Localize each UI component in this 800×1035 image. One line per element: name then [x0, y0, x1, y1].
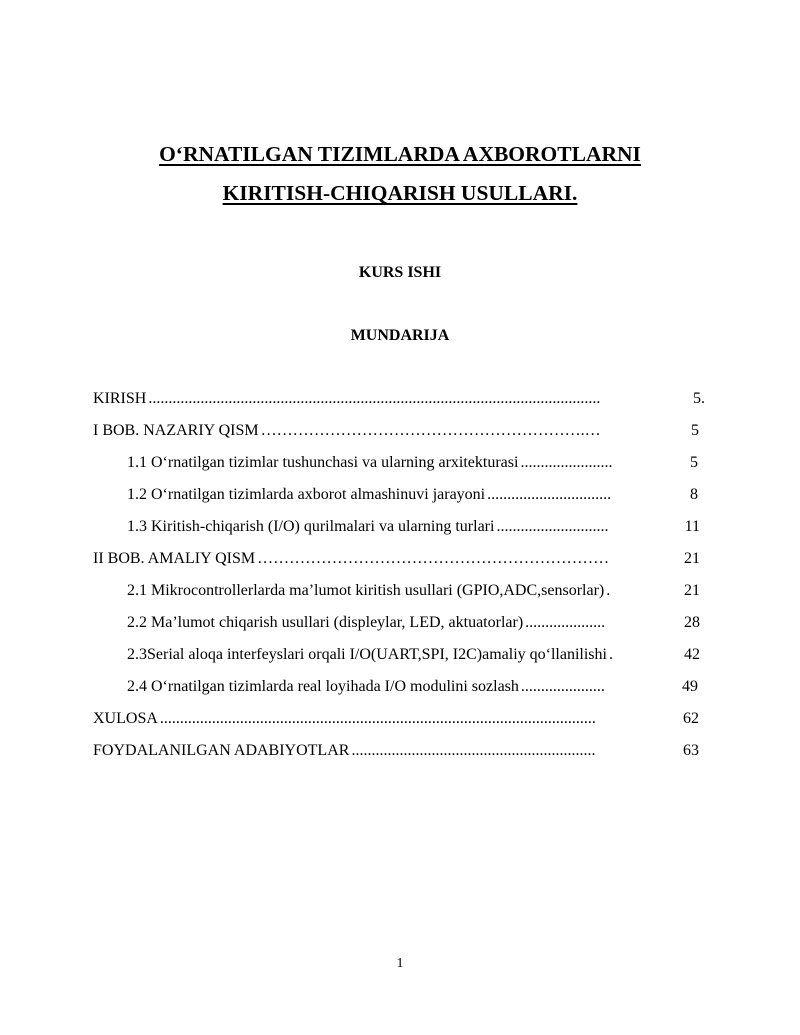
- toc-page-number: 21: [684, 550, 700, 567]
- toc-entry-section-1-1: [127, 452, 698, 474]
- toc-entry-label: II BOB. AMALIY QISM: [93, 550, 256, 567]
- toc-entry-label: 2.2 Ma’lumot chiqarish usullari (displeylar, LED, aktuatorlar): [127, 614, 524, 631]
- toc-entry-xulosa: [93, 708, 699, 730]
- toc-leader-dots: .................................................................................................................: [148, 390, 601, 407]
- toc-leader-dots: ....................: [525, 614, 606, 631]
- toc-entry-label: I BOB. NAZARIY QISM: [93, 422, 259, 439]
- page-number: 1: [396, 956, 404, 971]
- document-title-line-1: O‘RNATILGAN TIZIMLARDA AXBOROTLARNI: [159, 142, 641, 166]
- toc-page-number: 5.: [693, 390, 705, 407]
- toc-page-number: 5: [691, 422, 699, 439]
- toc-entry-adabiyotlar: [93, 740, 699, 762]
- toc-page-number: 62: [683, 710, 699, 727]
- toc-leader-dots: .............................................................: [351, 742, 596, 759]
- toc-leader-dots: …………………………………………………….…: [260, 422, 601, 439]
- toc-page-number: 5: [690, 454, 698, 471]
- toc-entry-label: 1.1 O‘rnatilgan tizimlar tushunchasi va ularning arxitekturasi: [127, 454, 519, 471]
- toc-entry-section-1-2: [127, 484, 698, 506]
- toc-leader-dots: .: [608, 646, 613, 663]
- toc-leader-dots: .............................................................................................................: [159, 710, 596, 727]
- toc-leader-dots: …………………………………………………………: [257, 550, 610, 567]
- toc-entry-label: 1.2 O‘rnatilgan tizimlarda axborot almashinuvi jarayoni: [127, 486, 486, 503]
- toc-leader-dots: .......................: [520, 454, 613, 471]
- work-type-heading: KURS ISHI: [358, 264, 442, 281]
- toc-entry-section-2-2: [127, 612, 700, 634]
- document-title-line-2: KIRITISH-CHIQARISH USULLARI.: [222, 181, 578, 205]
- toc-page-number: 49: [682, 678, 698, 695]
- toc-entry-label: KIRISH: [93, 390, 147, 407]
- toc-leader-dots: .....................: [520, 678, 605, 695]
- toc-page-number: 42: [684, 646, 700, 663]
- toc-page-number: 21: [684, 582, 700, 599]
- toc-entry-label: FOYDALANILGAN ADABIYOTLAR: [93, 742, 350, 759]
- toc-entry-chapter-1: [93, 420, 699, 442]
- toc-entry-section-2-1: [127, 580, 700, 602]
- toc-leader-dots: ............................: [496, 518, 609, 535]
- toc-page-number: 28: [684, 614, 700, 631]
- toc-entry-section-2-4: [127, 676, 698, 698]
- toc-entry-label: XULOSA: [93, 710, 158, 727]
- toc-entry-label: 2.3Serial aloqa interfeyslari orqali I/O(UART,SPI, I2C)amaliy qo‘llanilishi: [127, 646, 607, 663]
- toc-leader-dots: .: [606, 582, 611, 599]
- toc-page-number: 8: [690, 486, 698, 503]
- toc-entry-label: 2.4 O‘rnatilgan tizimlarda real loyihada I/O modulini sozlash: [127, 678, 519, 695]
- toc-entry-chapter-2: [93, 548, 700, 570]
- toc-leader-dots: ...............................: [487, 486, 612, 503]
- toc-entry-section-1-3: [127, 516, 700, 538]
- toc-page-number: 63: [683, 742, 699, 759]
- toc-page-number: 11: [684, 518, 700, 535]
- toc-entry-label: 2.1 Mikrocontrollerlarda ma’lumot kiritish usullari (GPIO,ADC,sensorlar): [127, 582, 605, 599]
- toc-entry-label: 1.3 Kiritish-chiqarish (I/O) qurilmalari va ularning turlari: [127, 518, 495, 535]
- contents-heading: MUNDARIJA: [350, 327, 450, 344]
- toc-entry-kirish: [93, 388, 705, 410]
- toc-entry-section-2-3: [127, 644, 700, 666]
